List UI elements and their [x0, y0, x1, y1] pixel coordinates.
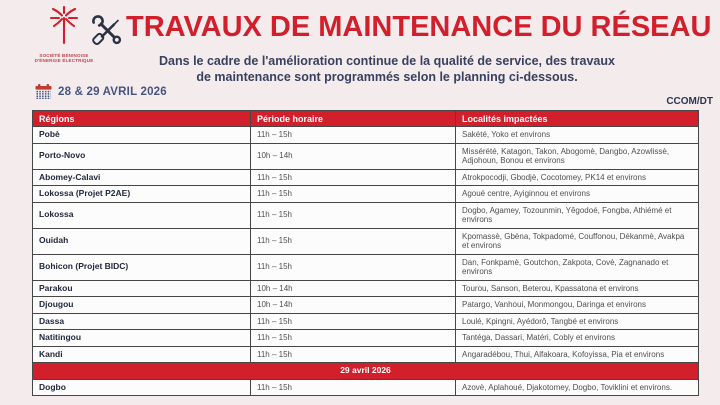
table-row — [33, 143, 699, 169]
tools-icon — [90, 13, 126, 49]
period-cell: 11h – 15h — [251, 228, 456, 254]
col-header-localities: Localités impactées — [456, 111, 699, 127]
localities-cell: Dogbo, Agamey, Tozounmin, Yêgodoé, Fongba, Athiémé et environs — [456, 202, 699, 228]
region-cell: Ouidah — [33, 228, 251, 254]
localities-cell: Atrokpocodji, Gbodjè, Cocotomey, PK14 et environs — [456, 169, 699, 186]
period-cell: 10h – 14h — [251, 297, 456, 314]
sbee-logo-icon — [41, 6, 87, 48]
period-cell: 11h – 15h — [251, 379, 456, 396]
region-cell: Porto-Novo — [33, 143, 251, 169]
period-cell: 11h – 15h — [251, 202, 456, 228]
localities-cell: Agoué centre, Ayiginnou et environs — [456, 186, 699, 203]
maintenance-table — [32, 110, 699, 396]
period-cell: 10h – 14h — [251, 280, 456, 297]
calendar-icon — [35, 84, 52, 99]
table-row — [33, 228, 699, 254]
table-row — [33, 313, 699, 330]
separator-date-label: 29 avril 2026 — [33, 363, 699, 380]
region-cell: Kandi — [33, 346, 251, 363]
region-cell: Lokossa (Projet P2AE) — [33, 186, 251, 203]
localities-cell: Sakété, Yoko et environs — [456, 127, 699, 144]
table-row — [33, 127, 699, 144]
localities-cell: Tourou, Sanson, Beterou, Kpassatona et environs — [456, 280, 699, 297]
table-row — [33, 280, 699, 297]
region-cell: Pobè — [33, 127, 251, 144]
localities-cell: Loulé, Kpingni, Ayédorô, Tangbé et environs — [456, 313, 699, 330]
subtitle-line1: Dans le cadre de l'amélioration continue de la qualité de service, des travaux — [159, 54, 615, 68]
localities-cell: Dan, Fonkpamè, Goutchon, Zakpota, Covè, Zagnanado et environs — [456, 254, 699, 280]
col-header-period: Période horaire — [251, 111, 456, 127]
region-cell: Lokossa — [33, 202, 251, 228]
region-cell: Natitingou — [33, 330, 251, 347]
period-cell: 10h – 14h — [251, 143, 456, 169]
localities-cell: Kpomassè, Gbèna, Tokpadomé, Couffonou, Dékanmè, Avakpa et environs — [456, 228, 699, 254]
localities-cell: Angaradébou, Thui, Alfakoara, Kofoyissa, Pia et environs — [456, 346, 699, 363]
region-cell: Bohicon (Projet BIDC) — [33, 254, 251, 280]
period-cell: 11h – 15h — [251, 346, 456, 363]
localities-cell: Missérété, Katagon, Takon, Abogomè, Dangbo, Azowlissè, Adjohoun, Bonou et environs — [456, 143, 699, 169]
table-row — [33, 346, 699, 363]
col-header-regions: Régions — [33, 111, 251, 127]
region-cell: Dogbo — [33, 379, 251, 396]
logo-org-line2: D'ÉNERGIE ÉLECTRIQUE — [34, 58, 94, 63]
region-cell: Parakou — [33, 280, 251, 297]
localities-cell: Patargo, Vanhoui, Monmongou, Daringa et environs — [456, 297, 699, 314]
localities-cell: Tantéga, Dassari, Matéri, Cobly et environs — [456, 330, 699, 347]
period-cell: 11h – 15h — [251, 313, 456, 330]
subtitle-line2: de maintenance sont programmés selon le planning ci-dessous. — [196, 70, 578, 84]
table-row — [33, 379, 699, 396]
period-cell: 11h – 15h — [251, 127, 456, 144]
region-cell: Djougou — [33, 297, 251, 314]
table-row — [33, 169, 699, 186]
table-row — [33, 186, 699, 203]
region-cell: Abomey-Calavi — [33, 169, 251, 186]
region-cell: Dassa — [33, 313, 251, 330]
date-label: 28 & 29 AVRIL 2026 — [58, 85, 167, 98]
period-cell: 11h – 15h — [251, 330, 456, 347]
table-row — [33, 254, 699, 280]
department-ref: CCOM/DT — [666, 96, 713, 107]
period-cell: 11h – 15h — [251, 186, 456, 203]
logo-org-line1: SOCIÉTÉ BÉNINOISE — [39, 53, 89, 58]
page-title: TRAVAUX DE MAINTENANCE DU RÉSEAU — [126, 11, 712, 43]
table-row — [33, 202, 699, 228]
table-row — [33, 297, 699, 314]
table-row — [33, 330, 699, 347]
period-cell: 11h – 15h — [251, 254, 456, 280]
table-header-row — [33, 111, 699, 127]
date-separator-row — [33, 363, 699, 380]
localities-cell: Azovè, Aplahoué, Djakotomey, Dogbo, Toviklini et environs. — [456, 379, 699, 396]
date-banner — [35, 84, 167, 99]
period-cell: 11h – 15h — [251, 169, 456, 186]
subtitle — [54, 53, 720, 85]
